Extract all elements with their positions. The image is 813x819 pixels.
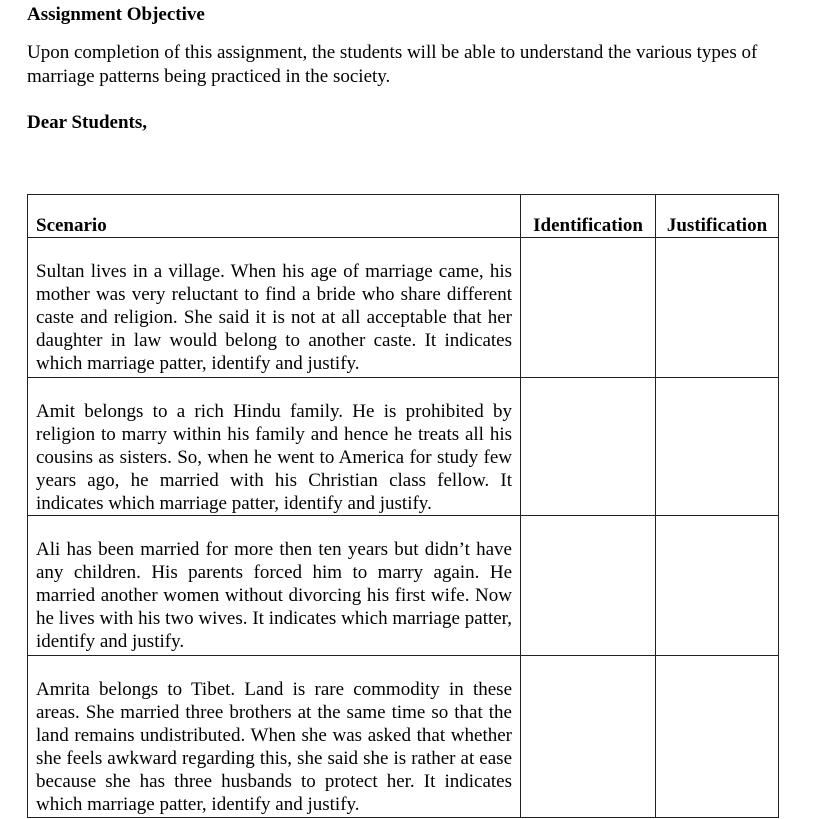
justification-cell[interactable] (656, 378, 779, 516)
header-scenario: Scenario (28, 195, 521, 238)
scenario-cell: Sultan lives in a village. When his age of marriage came, his mother was very reluctant to find a bride who share different caste and religion. She said it is not at all acceptable that her daughter in law would belong to another caste. It indicates which marriage patter, identify and justify. (28, 238, 521, 378)
scenario-cell: Amit belongs to a rich Hindu family. He is prohibited by religion to marry within his family and hence he treats all his cousins as sisters. So, when he went to America for study few years ago, he married with his Christian class fellow. It indicates which marriage patter, identify and justify. (28, 378, 521, 516)
greeting: Dear Students, (27, 112, 147, 133)
table-row (28, 656, 779, 818)
table-row (28, 238, 779, 378)
scenario-table (27, 194, 779, 818)
objective-text: Upon completion of this assignment, the students will be able to understand the various types of marriage patterns being practiced in the society. (27, 42, 758, 87)
justification-cell[interactable] (656, 516, 779, 656)
scenario-cell: Ali has been married for more then ten years but didn’t have any children. His parents forced him to marry again. He married another women without divorcing his first wife. Now he lives with his two wives. It indicates which marriage patter, identify and justify. (28, 516, 521, 656)
identification-cell[interactable] (521, 516, 656, 656)
identification-cell[interactable] (521, 378, 656, 516)
header-identification: Identification (521, 195, 656, 238)
identification-cell[interactable] (521, 656, 656, 818)
identification-cell[interactable] (521, 238, 656, 378)
objective-heading: Assignment Objective (27, 4, 205, 25)
scenario-cell: Amrita belongs to Tibet. Land is rare commodity in these areas. She married three brothers at the same time so that the land remains undistributed. When she was asked that whether she feels awkward regarding this, she said she is rather at ease because she has three husbands to protect her. It indicates which marriage patter, identify and justify. (28, 656, 521, 818)
table-header-row (28, 195, 779, 238)
header-justification: Justification (656, 195, 779, 238)
table-row (28, 516, 779, 656)
table-row (28, 378, 779, 516)
justification-cell[interactable] (656, 656, 779, 818)
justification-cell[interactable] (656, 238, 779, 378)
